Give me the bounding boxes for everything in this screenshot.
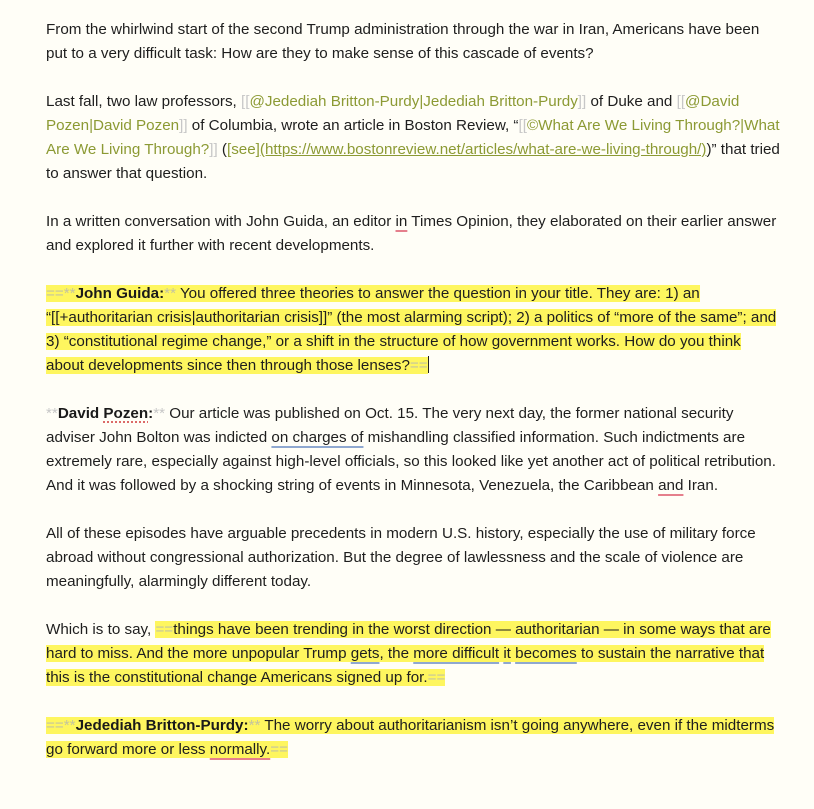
text-segment: Our article was published on Oct. 15. The very next day, the former national security adviser John Bolton was indicted (46, 405, 734, 446)
speaker-colon: : (148, 405, 154, 422)
markdown-editor[interactable] (46, 18, 780, 786)
markdown-link-url[interactable]: (https://www.bostonreview.net/articles/what-are-we-living-through/) (259, 141, 707, 158)
paragraph-precedents[interactable] (46, 522, 780, 594)
grammar-flag-and[interactable]: and (658, 477, 684, 494)
text-segment: Iran. (683, 477, 719, 494)
highlight-marker-open: == (46, 717, 64, 734)
text-cursor (428, 356, 429, 373)
bold-marker-close: ** (248, 717, 261, 734)
grammar-flag-in[interactable]: in (395, 213, 408, 230)
highlighted-text: to sustain the narrative that this is the constitutional change Americans signed up for. (46, 645, 765, 686)
style-flag-more-difficult[interactable]: more difficult (413, 645, 500, 662)
paragraph-guida-question[interactable] (46, 282, 780, 378)
paragraph-conversation[interactable] (46, 210, 780, 258)
bold-marker-open: ** (63, 717, 76, 734)
style-flag-it[interactable]: it (503, 645, 511, 662)
bold-marker-close: ** (164, 285, 176, 302)
bold-marker-open: ** (63, 285, 76, 302)
speaker-john-guida: John Guida: (75, 285, 165, 302)
spellcheck-flag-pozen[interactable]: Pozen (103, 405, 149, 422)
wikilink-david-pozen[interactable]: @David Pozen|David Pozen (46, 93, 740, 134)
text-segment: mishandling classified information. Such indictments are extremely rare, especially against high-level officials, so this looked like yet another act of political retribution. And it was followed by a shocking string of events in Minnesota, Venezuela, the Caribbean (46, 429, 776, 494)
highlight-marker-open: == (155, 621, 174, 638)
speaker-david-pozen (58, 405, 153, 422)
intro-text: From the whirlwind start of the second Trump administration through the war in Iran, Americans have been put to a very difficult task: How are they to make sense of this cascade of events? (46, 21, 760, 62)
style-flag-gets[interactable]: gets (350, 645, 380, 662)
highlight-marker-close: == (409, 357, 428, 374)
highlighted-text: things have been trending in the worst direction — authoritarian — in some ways that are hard to miss. And the more unpopular Trump (46, 621, 771, 662)
guida-question-text: You offered three theories to answer the question in your title. They are: 1) an “[[+authoritarian crisis|authoritarian crisis]]” (the most alarming script); 2) a politics of “more of the same”; and 3) “constitutional regime change,” or a shift in the structure of how government works. How do you think about developments since then through those lenses? (46, 285, 777, 374)
text-segment: ( (217, 141, 227, 158)
wikilink-open-bracket: [[ (518, 117, 527, 134)
wikilink-jedediah[interactable]: @Jedediah Britton-Purdy|Jedediah Britton-Purdy (249, 93, 578, 110)
paragraph-trending[interactable] (46, 618, 780, 690)
wikilink-close-bracket: ]] (577, 93, 587, 110)
text-segment: of Columbia, wrote an article in Boston Review, “ (187, 117, 519, 134)
paragraph-pozen-answer[interactable] (46, 402, 780, 498)
text-segment: Last fall, two law professors, (46, 93, 241, 110)
speaker-first-name: David (57, 405, 104, 422)
highlighted-text: The worry about authoritarianism isn’t going anywhere, even if the midterms go forward more or less (46, 717, 775, 758)
highlight-marker-open: == (46, 285, 64, 302)
highlight-marker-close: == (427, 669, 446, 686)
text-segment: of Duke and (586, 93, 677, 110)
text-segment: Which is to say, (46, 621, 156, 638)
paragraph-authors[interactable] (46, 90, 780, 186)
bold-marker-open: ** (46, 405, 58, 422)
wikilink-article-title[interactable]: ©What Are We Living Through?|What Are We Living Through? (46, 117, 780, 158)
wikilink-close-bracket: ]] (209, 141, 218, 158)
speaker-jedediah-britton-purdy: Jedediah Britton-Purdy: (75, 717, 249, 734)
wikilink-close-bracket: ]] (179, 117, 188, 134)
precedents-text: All of these episodes have arguable precedents in modern U.S. history, especially the use of military force abroad without congressional authorization. But the degree of lawlessness and the scale of violence are meaningfully, alarmingly different today. (46, 525, 756, 590)
style-flag-on-charges-of[interactable]: on charges of (271, 429, 364, 446)
paragraph-britton-purdy-answer[interactable] (46, 714, 780, 762)
style-flag-becomes[interactable]: becomes (515, 645, 577, 662)
wikilink-open-bracket: [[ (676, 93, 686, 110)
paragraph-intro[interactable] (46, 18, 780, 66)
bold-marker-close: ** (153, 405, 166, 422)
highlight-marker-close: == (270, 741, 288, 758)
wikilink-open-bracket: [[ (240, 93, 250, 110)
text-segment: In a written conversation with John Guida, an editor (46, 213, 396, 230)
markdown-link-label[interactable]: [see] (226, 141, 260, 158)
grammar-flag-normally[interactable]: normally. (209, 741, 271, 758)
text-segment: Times Opinion, they elaborated on their earlier answer and explored it further with recent developments. (46, 213, 777, 254)
text-segment: )” that tried to answer that question. (46, 141, 780, 182)
highlighted-text: , the (379, 645, 414, 662)
